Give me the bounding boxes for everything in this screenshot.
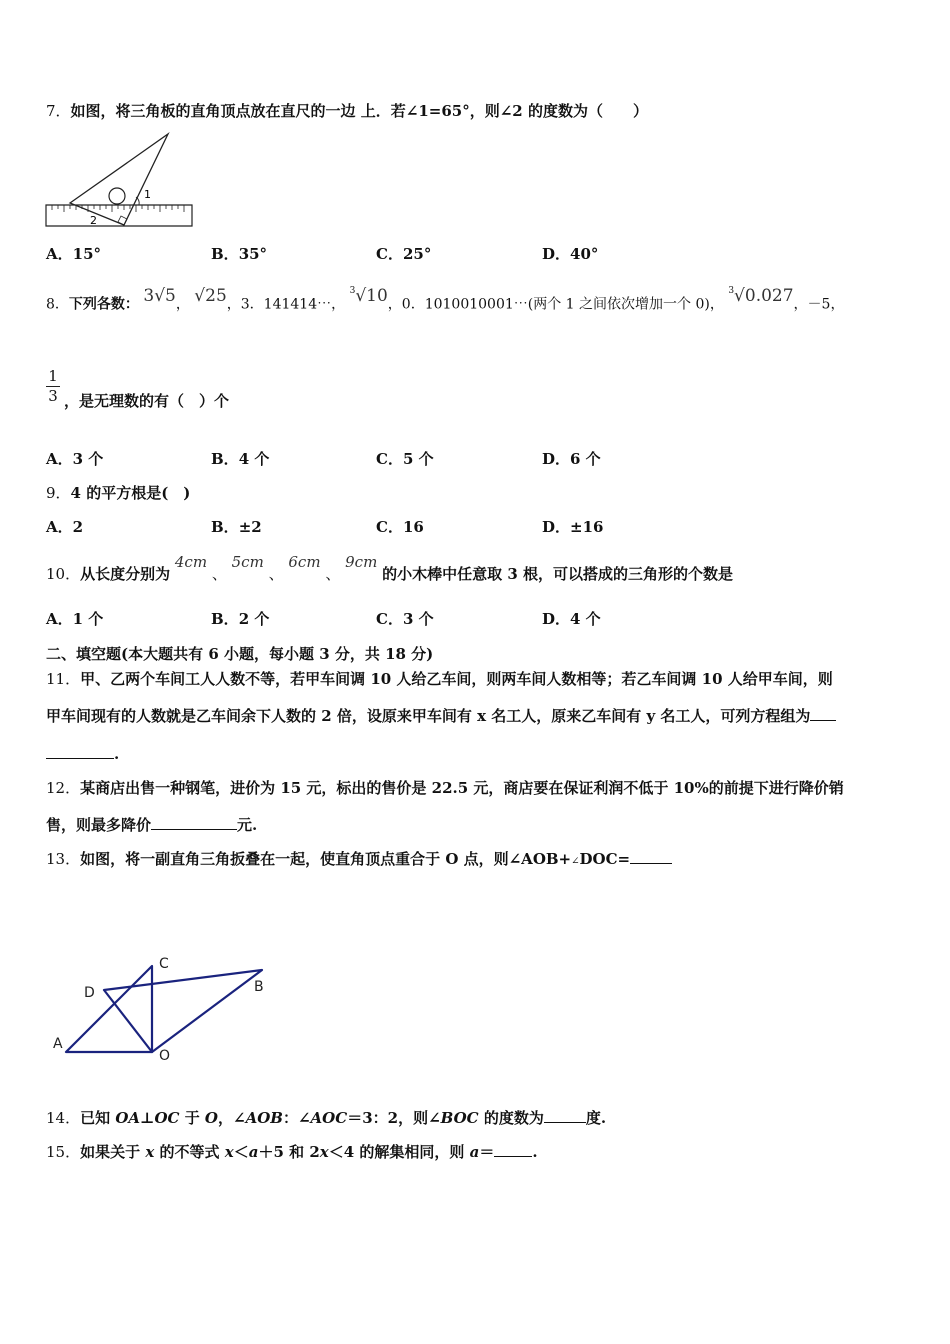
- q12-answer-blank[interactable]: [151, 815, 237, 830]
- triangle-dob: [104, 970, 262, 1052]
- q11-line1: 11．甲、乙两个车间工人人数不等，若甲车间调 10 人给乙车间，则两车间人数相等；若乙车间调 10 人给甲车间，则: [46, 670, 833, 688]
- q10-option-b[interactable]: B．2 个: [211, 610, 270, 628]
- q13-answer-blank[interactable]: [630, 849, 672, 864]
- label-a: A: [53, 1036, 63, 1052]
- q10-option-d[interactable]: D．4 个: [542, 610, 601, 628]
- q8-expr-sqrt25: √25: [194, 285, 227, 306]
- q7-option-a[interactable]: A．15°: [46, 245, 102, 263]
- q7-number: 7．: [46, 102, 71, 120]
- q10-length-6cm: 6cm: [288, 553, 321, 571]
- q8-line2: ，是无理数的有（ ）个: [64, 392, 230, 410]
- q10-option-a[interactable]: A．1 个: [46, 610, 104, 628]
- q9-option-a[interactable]: A．2: [46, 518, 84, 536]
- q7-figure: [44, 130, 196, 230]
- q8-option-c[interactable]: C．5 个: [376, 450, 434, 468]
- q9-option-b[interactable]: B．±2: [211, 518, 262, 536]
- triangle-aoc: [66, 966, 152, 1052]
- angle-2-label: 2: [90, 214, 97, 227]
- q10-length-5cm: 5cm: [231, 553, 264, 571]
- q12-line1: 12．某商店出售一种钢笔，进价为 15 元，标出的售价是 22.5 元，商店要在保证利润不低于 10%的前提下进行降价销: [46, 779, 844, 797]
- label-b: B: [254, 979, 264, 995]
- q8-option-d[interactable]: D．6 个: [542, 450, 601, 468]
- q11-line3: .: [46, 743, 119, 765]
- q8-expr-3sqrt5: 3√5: [143, 285, 176, 306]
- q15-answer-blank[interactable]: [494, 1142, 532, 1157]
- q13-stem: 13．如图，将一副直角三角扳叠在一起，使直角顶点重合于 O 点，则∠AOB+∠DOC=: [46, 848, 672, 873]
- q8-expr-cbrt10: √10: [355, 285, 388, 306]
- q12-line2: 售，则最多降价 元.: [46, 816, 258, 834]
- q7-text: 如图，将三角板的直角顶点放在直尺的一边 上．若∠1=65°，则∠2 的度数为（ ）: [70, 102, 648, 120]
- q9-stem: 9．4 的平方根是( ): [46, 484, 191, 502]
- q8-expr-cbrt0027: √0.027: [734, 285, 794, 306]
- triangle-board: [70, 134, 168, 225]
- q8-stem: 8．下列各数： 3√5， √25，3．141414⋯， $^3$√10，0．1010010001⋯(两个 1 之间依次增加一个 0)， $^3$√0.027，－5，: [46, 285, 845, 313]
- section-2-title: 二、填空题(本大题共有 6 小题，每小题 3 分，共 18 分): [46, 645, 434, 663]
- q14-answer-blank[interactable]: [544, 1108, 586, 1123]
- q15-stem: 15．如果关于 x 的不等式 x＜a＋5 和 2x＜4 的解集相同，则 a＝ .: [46, 1143, 538, 1161]
- q10-stem: 10．从长度分别为 4cm 、 5cm 、 6cm 、 9cm 的小木棒中任意取 3 根，可以搭成的三角形的个数是: [46, 553, 733, 583]
- q7-option-d[interactable]: D．40°: [542, 245, 599, 263]
- angle-1-label: 1: [144, 188, 151, 201]
- q7-option-c[interactable]: C．25°: [376, 245, 432, 263]
- q7-stem: [46, 100, 648, 122]
- q13-figure: [48, 950, 278, 1065]
- q8-option-a[interactable]: A．3 个: [46, 450, 104, 468]
- q11-answer-blank-2[interactable]: [46, 744, 114, 759]
- label-c: C: [159, 956, 169, 972]
- q7-option-b[interactable]: B．35°: [211, 245, 268, 263]
- q10-option-c[interactable]: C．3 个: [376, 610, 434, 628]
- q9-option-d[interactable]: D．±16: [542, 518, 604, 536]
- q8-option-b[interactable]: B．4 个: [211, 450, 270, 468]
- label-d: D: [84, 985, 95, 1001]
- q11-line2: 甲车间现有的人数就是乙车间余下人数的 2 倍，设原来甲车间有 x 名工人，原来乙车间有 y 名工人，可列方程组为: [46, 705, 836, 727]
- label-o: O: [159, 1048, 171, 1064]
- q10-length-4cm: 4cm: [174, 553, 208, 571]
- q8-fraction-one-third: 1 3: [46, 368, 60, 405]
- q9-option-c[interactable]: C．16: [376, 518, 424, 536]
- q10-length-9cm: 9cm: [345, 553, 378, 571]
- q11-answer-blank-1[interactable]: [810, 706, 836, 721]
- q14-stem: 14．已知 OA⊥OC 于 O，∠AOB：∠AOC＝3：2，则∠BOC 的度数为 度.: [46, 1109, 607, 1127]
- ruler-ticks: [52, 205, 184, 212]
